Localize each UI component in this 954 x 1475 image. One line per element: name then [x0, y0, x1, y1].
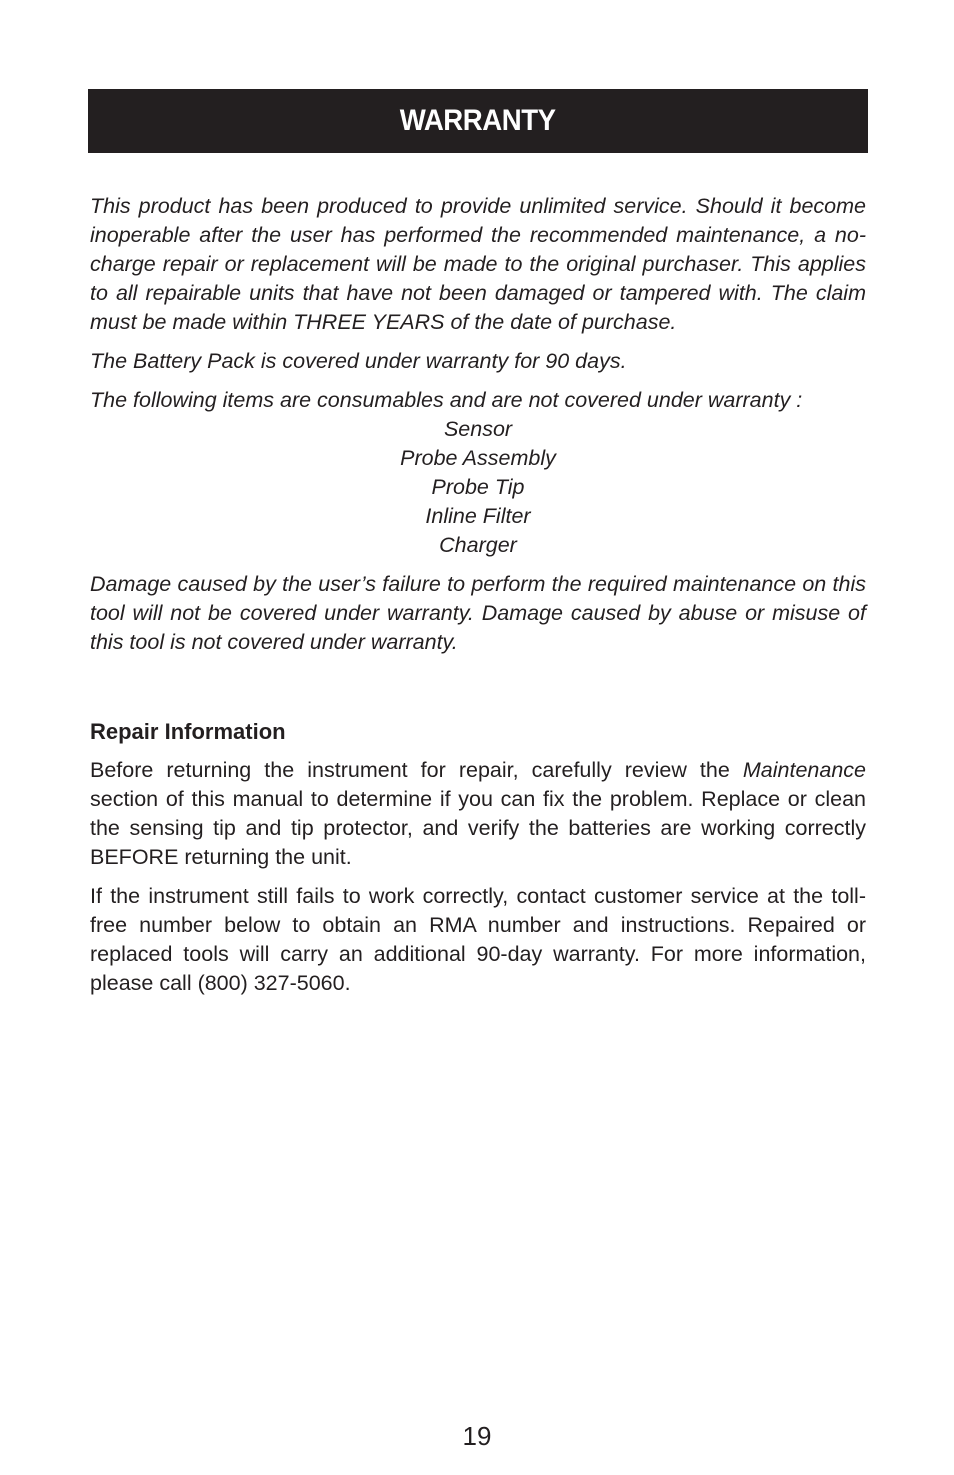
- repair-paragraph-1: [90, 756, 866, 872]
- list-item: Probe Assembly: [400, 446, 556, 470]
- repair-text-after: section of this manual to determine if you can fix the problem. Replace or clean the sensing tip and tip protector, and verify the batteries are working correctly BEFORE returning the unit.: [90, 787, 866, 869]
- list-item: Sensor: [443, 417, 513, 441]
- section-title: WARRANTY: [400, 104, 556, 137]
- warranty-paragraph-4: Damage caused by the user’s failure to perform the required maintenance on this tool will not be covered under warranty. Damage caused by abuse or misuse of this tool is not covered under warranty.: [90, 572, 866, 654]
- maintenance-emphasis: Maintenance: [742, 758, 866, 782]
- section-header-bar: [88, 89, 868, 153]
- page-content: [90, 192, 866, 998]
- consumables-list: [90, 415, 866, 560]
- list-item: Probe Tip: [431, 475, 525, 499]
- repair-heading: Repair Information: [90, 719, 286, 744]
- repair-text-before: Before returning the instrument for repair, carefully review the: [90, 758, 743, 782]
- warranty-paragraph-3: The following items are consumables and are not covered under warranty :: [90, 388, 803, 412]
- warranty-paragraph-2: The Battery Pack is covered under warranty for 90 days.: [90, 349, 627, 373]
- list-item: Charger: [439, 533, 517, 557]
- list-item: Inline Filter: [425, 504, 531, 528]
- page-number: 19: [462, 1421, 492, 1451]
- repair-paragraph-2: If the instrument still fails to work correctly, contact customer service at the toll-free number below to obtain an RMA number and instructions. Repaired or replaced tools will carry an additional 90-day warranty. For more information, please call (800) 327-5060.: [90, 884, 866, 995]
- warranty-paragraph-1: This product has been produced to provide unlimited service. Should it become inoperable after the user has performed the recommended maintenance, a no-charge repair or replacement will be made to the original purchaser. This applies to all repairable units that have not been damaged or tampered with. The claim must be made within THREE YEARS of the date of purchase.: [90, 194, 866, 334]
